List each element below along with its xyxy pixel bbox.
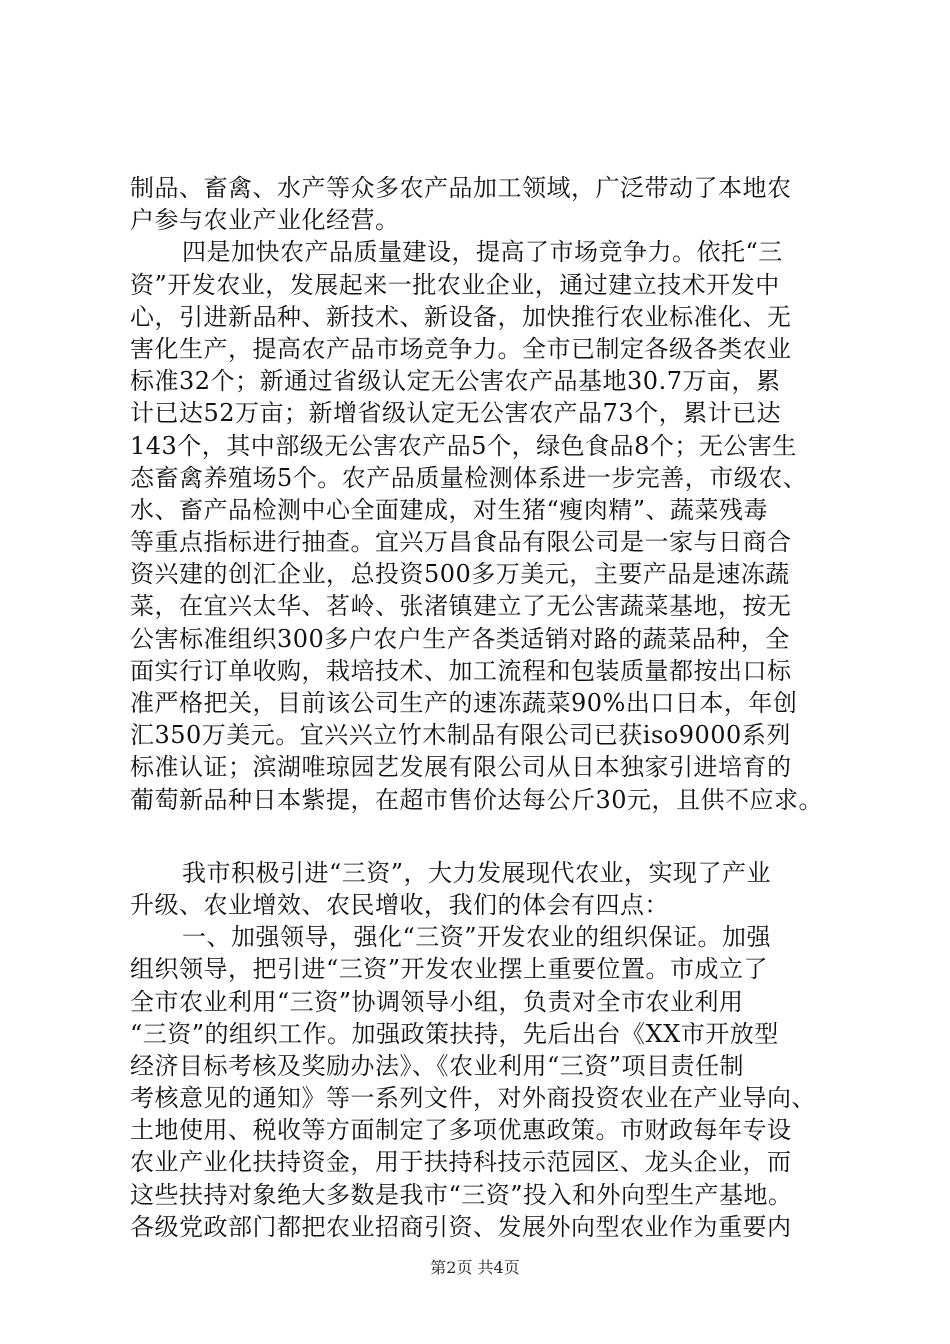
text-line: 菜，在宜兴太华、茗岭、张渚镇建立了无公害蔬菜基地，按无 [130,592,792,621]
text-line: 害化生产，提高农产品市场竞争力。全市已制定各级各类农业 [130,334,792,363]
text-line: 一、加强领导，强化“三资”开发农业的组织保证。加强 [182,923,772,952]
text-line: 农业产业化扶持资金，用于扶持科技示范园区、龙头企业，而 [130,1148,792,1177]
text-line: 面实行订单收购，栽培技术、加工流程和包装质量都按出口标 [130,656,792,685]
text-line: 资”开发农业，发展起来一批农业企业，通过建立技术开发中 [130,270,780,299]
paragraph-gap [130,816,836,857]
text-line: 我市积极引进“三资”，大力发展现代农业，实现了产业 [182,858,772,887]
page-footer: 第2页 共4页 [430,1258,520,1277]
text-line: 汇350万美元。宜兴兴立竹木制品有限公司已获iso9000系列 [130,721,791,750]
text-line: 水、畜产品检测中心全面建成，对生猪“瘦肉精”、蔬菜残毒 [130,495,769,524]
text-line: 标准认证；滨湖唯琼园艺发展有限公司从日本独家引进培育的 [130,753,792,782]
document-body [130,172,836,1243]
text-line: 准严格把关，目前该公司生产的速冻蔬菜90%出口日本，年创 [130,689,798,717]
text-line: 计已达52万亩；新增省级认定无公害农产品73个，累计已达 [130,399,782,428]
text-line: 公害标准组织300多户农户生产各类适销对路的蔬菜品种，全 [130,624,790,653]
text-line: 制品、畜禽、水产等众多农产品加工领域，广泛带动了本地农 [130,174,792,202]
text-line: 143个，其中部级无公害农产品5个，绿色食品8个；无公害生 [130,431,797,460]
text-line: “三资”的组织工作。加强政策扶持，先后出台《XX市开放型 [130,1019,779,1048]
text-line: 经济目标考核及奖励办法》、《农业利用“三资”项目责任制 [130,1051,745,1080]
paragraph [130,236,836,815]
text-line: 土地使用、税收等方面制定了多项优惠政策。市财政每年专设 [130,1116,792,1145]
paragraph [130,172,836,236]
text-line: 资兴建的创汇企业，总投资500多万美元，主要产品是速冻蔬 [130,560,790,589]
text-line: 四是加快农产品质量建设，提高了市场竞争力。依托“三 [182,238,783,267]
text-line: 等重点指标进行抽查。宜兴万昌食品有限公司是一家与日商合 [130,528,792,557]
text-line: 各级党政部门都把农业招商引资、发展外向型农业作为重要内 [130,1212,792,1241]
text-line: 这些扶持对象绝大多数是我市“三资”投入和外向型生产基地。 [130,1180,793,1209]
text-line: 考核意见的通知》等一系列文件，对外商投资农业在产业导向、 [130,1084,816,1113]
text-line: 全市农业利用“三资”协调领导小组，负责对全市农业利用 [130,987,744,1016]
text-line: 户参与农业产业化经营。 [130,206,400,235]
text-line: 组织领导，把引进“三资”开发农业摆上重要位置。市成立了 [130,955,769,984]
paragraph [130,921,836,1243]
text-line: 标准32个；新通过省级认定无公害农产品基地30.7万亩，累 [130,367,781,396]
text-line: 葡萄新品种日本紫提，在超市售价达每公斤30元，且供不应求。 [130,785,824,814]
text-line: 态畜禽养殖场5个。农产品质量检测体系进一步完善，市级农、 [130,463,808,492]
text-line: 升级、农业增效、农民增收，我们的体会有四点： [130,890,669,919]
paragraph [130,857,836,921]
text-line: 心，引进新品种、新技术、新设备，加快推行农业标准化、无 [130,302,792,331]
